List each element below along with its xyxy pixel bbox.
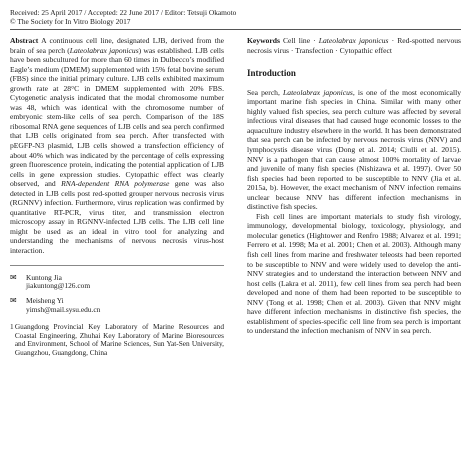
intro-paragraph-2: Fish cell lines are important materials to study fish virology, immunology, developmental biology, toxicology, physiology, and molecular genetics (Hightower and Renfro 1988; Alvarez et al. 1991; Ferrero et al. 1998; Ma et al. 2001; Chen et al. 2003). Although many fish cell lines from marine and freshwater teleosts had been reported to be susceptible to NNV and were widely used to develop the anti-NNV strategies and to understand the interaction between NNV and host cells (Lakra et al. 2011), few cell lines from sea perch had been developed and none of them had been reported to be susceptible to NNV (Tong et al. 1998; Chen et al. 2003). Given that NNV might have different infection mechanisms in distinctive fish species, the establishment of species-specific cell line from sea perch is important to understand the infection mechanism of NNV in sea perch. xyxy=(247,211,461,336)
contact-name: Kuntong Jia xyxy=(26,272,62,282)
right-column xyxy=(247,36,461,358)
abstract-text-2: ) was established. LJB cells have been subcultured for more than 60 times in Dulbecco’s modified Eagle’s medium (DMEM) supplemented with 15% fetal bovine serum (FBS) since the initial primary culture. LJB cells exhibited maximum growth rate at 28°C in DMEM supplemented with 20% FBS. Cytogenetic analysis indicated that the modal chromosome number was 48, which was identical with the chromosome number of embryonic stem-like cells of sea perch. Comparison of the 18S ribosomal RNA gene sequences of LJB cells and sea perch confirmed that LJB cells originated from sea perch. After transfected with pEGFP-N3 plasmid, LJB cells showed a transfection efficiency of about 40% which was indicated by the percentage of cells expressing green fluorescence protein, indicating the potential application of LJB cells in gene expression studies. Cytopathic effect was clearly observed, and xyxy=(10,45,224,189)
contact-meisheng-yi xyxy=(10,297,224,315)
contact-name: Meisheng Yi xyxy=(26,296,64,306)
abstract-gene: RNA-dependent RNA polymerase xyxy=(61,179,170,189)
intro-paragraph-1 xyxy=(247,88,461,212)
intro-p1-species: Lateolabrax japonicus xyxy=(283,87,353,97)
affiliation-number: 1 xyxy=(10,321,14,331)
contact-email[interactable]: yimsh@mail.sysu.edu.cn xyxy=(26,304,101,314)
abstract-label: Abstract xyxy=(10,36,39,45)
keywords-species: Lateolabrax japonicus xyxy=(318,36,389,45)
footnote-rule xyxy=(10,265,224,266)
received-line: Received: 25 April 2017 / Accepted: 22 June 2017 / Editor: Tetsuji Okamoto xyxy=(10,8,237,17)
contact-kuntong-jia xyxy=(10,274,224,292)
abstract xyxy=(10,36,224,256)
abstract-text-1: A continuous cell line, designated LJB, derived from the brain of sea perch ( xyxy=(10,36,224,55)
affiliation-text: Guangdong Provincial Key Laboratory of Marine Resources and Coastal Engineering, Zhuhai Key Laboratory of Marine Bioresources and Environment, School of Marine Sciences, Sun Yat-Sen University, Guangzhou, Guangdong, China xyxy=(14,321,224,358)
affiliation xyxy=(10,323,224,358)
envelope-icon: ✉ xyxy=(10,296,17,306)
introduction-heading: Introduction xyxy=(247,68,296,79)
abstract-text-3: gene was also detected in LJB cells post red-spotted grouper nervous necrosis virus (RGNNV) infection. Furthermore, virus replication was confirmed by quantitative RT-PCR, virus titer, and transmission electron microscopy assay in RGNNV-infected LJB cells. The LJB cell line might be used as an ideal in vitro tool for analyzing and understanding the mechanisms of nervous necrosis virus-host interaction. xyxy=(10,179,224,256)
keywords-label: Keywords xyxy=(247,36,280,45)
envelope-icon: ✉ xyxy=(10,272,17,282)
contact-email[interactable]: jiakuntong@126.com xyxy=(26,281,91,291)
left-column xyxy=(10,36,224,358)
two-column-body xyxy=(10,36,461,358)
keywords xyxy=(247,36,461,55)
intro-p1-b: , is one of the most economically important marine fish species in China. Similar with many other highly valued fish species, sea perch culture was affected by several infectious viral diseases that had caused huge economic losses to the aquaculture industry elsewhere in the world. It has been demonstrated that sea perch can be infected by nervous necrosis virus (NNV) and lymphocystis disease virus (Dong et al. 2014; Ciulli et al. 2015). NNV is a pathogen that can cause almost 100% mortality of larvae and juvenile of many fish species (Nishizawa et al. 1997). Over 50 fish species had been reported to be susceptible to NNV (Jia et al. 2015a, b). However, the exact mechanism of NNV infection remains unclear because NNV has different infection mechanisms in distinctive fish species. xyxy=(247,87,461,212)
intro-p1-a: Sea perch, xyxy=(247,87,284,97)
header-rule xyxy=(10,29,461,30)
article-dates xyxy=(10,0,461,26)
abstract-species: Lateolabrax japonicus xyxy=(69,45,139,55)
keywords-text-2: · Red-spotted nervous necrosis virus · Transfection · Cytopathic effect xyxy=(247,36,462,55)
keywords-text-1: Cell line · xyxy=(279,36,319,45)
introduction-body xyxy=(247,88,461,336)
copyright-line: © The Society for In Vitro Biology 2017 xyxy=(10,17,131,26)
